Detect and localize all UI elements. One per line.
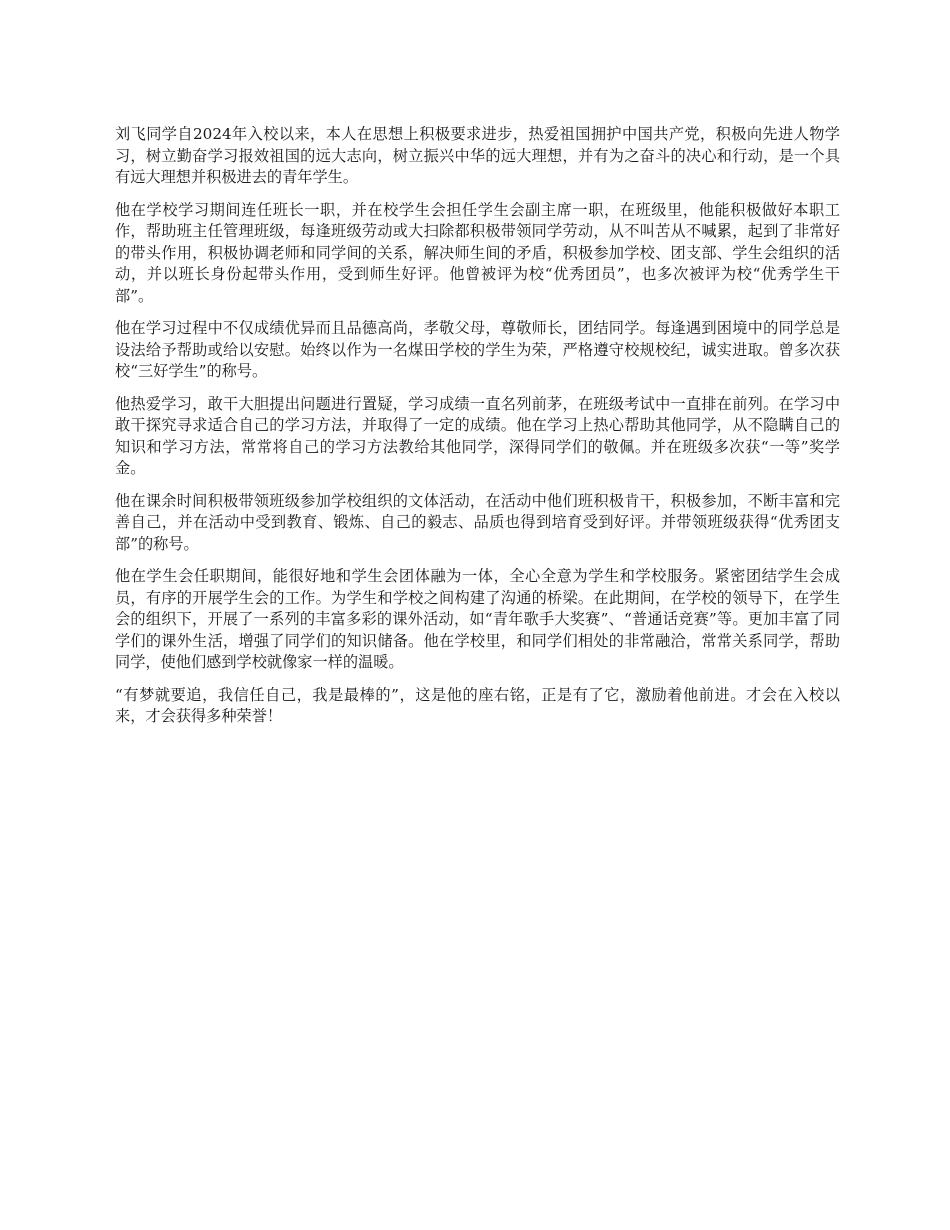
- document-page: [115, 124, 840, 739]
- paragraph-5: 他在课余时间积极带领班级参加学校组织的文体活动，在活动中他们班积极肯干，积极参加，不断丰富和完善自己，并在活动中受到教育、锻炼、自己的毅志、品质也得到培育受到好评。并带领班级获得“优秀团支部”的称号。: [115, 491, 840, 553]
- paragraph-4: 他热爱学习，敢干大胆提出问题进行置疑，学习成绩一直名列前茅，在班级考试中一直排在前列。在学习中敢干探究寻求适合自己的学习方法，并取得了一定的成绩。他在学习上热心帮助其他同学，从不隐瞒自己的知识和学习方法，常常将自己的学习方法教给其他同学，深得同学们的敬佩。并在班级多次获“一等”奖学金。: [115, 394, 840, 477]
- paragraph-1: 刘飞同学自2024年入校以来，本人在思想上积极要求进步，热爱祖国拥护中国共产党，积极向先进人物学习，树立勤奋学习报效祖国的远大志向，树立振兴中华的远大理想，并有为之奋斗的决心和行动，是一个具有远大理想并积极进去的青年学生。: [115, 125, 840, 186]
- paragraph-7: “有梦就要追，我信任自己，我是最棒的”，这是他的座右铭，正是有了它，激励着他前进。才会在入校以来，才会获得多种荣誉！: [115, 685, 840, 725]
- paragraph-6: 他在学生会任职期间，能很好地和学生会团体融为一体，全心全意为学生和学校服务。紧密团结学生会成员，有序的开展学生会的工作。为学生和学校之间构建了沟通的桥梁。在此期间，在学校的领导下，在学生会的组织下，开展了一系列的丰富多彩的课外活动，如“青年歌手大奖赛”、“普通话竞赛”等。更加丰富了同学们的课外生活，增强了同学们的知识储备。他在学校里，和同学们相处的非常融洽，常常关系同学，帮助同学，使他们感到学校就像家一样的温暖。: [115, 567, 840, 671]
- paragraph-2: 他在学校学习期间连任班长一职，并在校学生会担任学生会副主席一职，在班级里，他能积极做好本职工作，帮助班主任管理班级，每逢班级劳动或大扫除都积极带领同学劳动，从不叫苦从不喊累，起到了非常好的带头作用，积极协调老师和同学间的关系，解决师生间的矛盾，积极参加学校、团支部、学生会组织的活动，并以班长身份起带头作用，受到师生好评。他曾被评为校“优秀团员”，也多次被评为校“优秀学生干部”。: [115, 200, 840, 305]
- paragraph-3: 他在学习过程中不仅成绩优异而且品德高尚，孝敬父母，尊敬师长，团结同学。每逢遇到困境中的同学总是设法给予帮助或给以安慰。始终以作为一名煤田学校的学生为荣，严格遵守校规校纪，诚实进取。曾多次获校“三好学生”的称号。: [115, 319, 840, 380]
